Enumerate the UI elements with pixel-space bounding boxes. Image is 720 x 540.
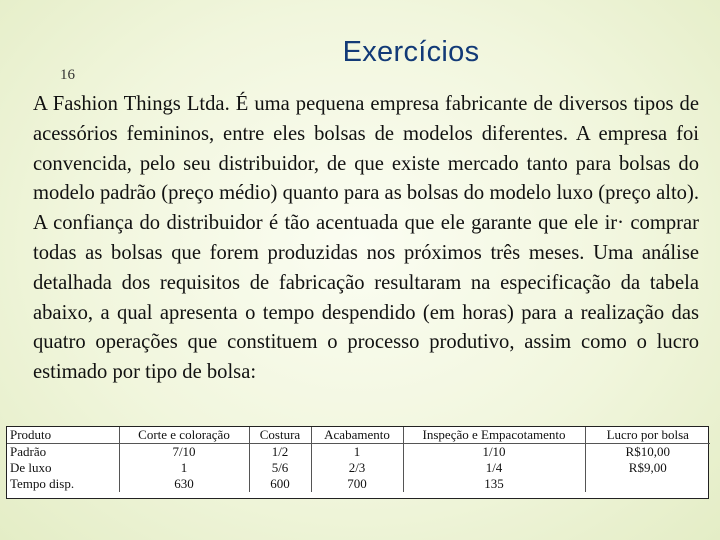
header-lucro: Lucro por bolsa xyxy=(585,427,710,444)
header-produto: Produto xyxy=(7,427,119,444)
header-corte: Corte e coloração xyxy=(119,427,249,444)
table-row xyxy=(7,476,710,492)
table-cell: Tempo disp. xyxy=(10,476,75,491)
table-cell: 600 xyxy=(249,476,311,492)
table-row xyxy=(7,444,710,461)
table-cell: De luxo xyxy=(10,460,52,475)
table-cell: 1/4 xyxy=(403,460,585,476)
table-cell: 5/6 xyxy=(249,460,311,476)
table-cell: 1/2 xyxy=(249,444,311,461)
table-cell: 1 xyxy=(311,444,403,461)
table-cell: Padrão xyxy=(10,444,47,459)
table-header-row xyxy=(7,427,710,444)
header-inspecao: Inspeção e Empacotamento xyxy=(403,427,585,444)
table-cell xyxy=(585,476,710,492)
slide-number: 16 xyxy=(60,67,75,83)
data-table-container xyxy=(6,426,709,499)
table-cell: R$10,00 xyxy=(585,444,710,461)
table-cell: 7/10 xyxy=(119,444,249,461)
table-cell: 630 xyxy=(119,476,249,492)
header-costura: Costura xyxy=(249,427,311,444)
table-cell: 135 xyxy=(403,476,585,492)
production-table xyxy=(7,427,710,492)
table-cell: 1/10 xyxy=(403,444,585,461)
table-cell: R$9,00 xyxy=(585,460,710,476)
table-cell: 2/3 xyxy=(311,460,403,476)
header-acabamento: Acabamento xyxy=(311,427,403,444)
exercise-paragraph: A Fashion Things Ltda. É uma pequena empresa fabricante de diversos tipos de acessórios femininos, entre eles bolsas de modelos diferentes. A empresa foi convencida, pelo seu distribuidor, de que existe mercado tanto para bolsas do modelo padrão (preço médio) quanto para as bolsas do modelo luxo (preço alto). A confiança do distribuidor é tão acentuada que ele garante que ele ir· comprar todas as bolsas que forem produzidas nos próximos três meses. Uma análise detalhada dos requisitos de fabricação resultaram na especificação da tabela abaixo, a qual apresenta o tempo despendido (em horas) para a realização das quatro operações que constituem o processo produtivo, assim como o lucro estimado por tipo de bolsa: xyxy=(33,93,699,384)
table-cell: 700 xyxy=(311,476,403,492)
table-cell: 1 xyxy=(119,460,249,476)
table-row xyxy=(7,460,710,476)
slide-title: Exercícios xyxy=(342,36,480,68)
